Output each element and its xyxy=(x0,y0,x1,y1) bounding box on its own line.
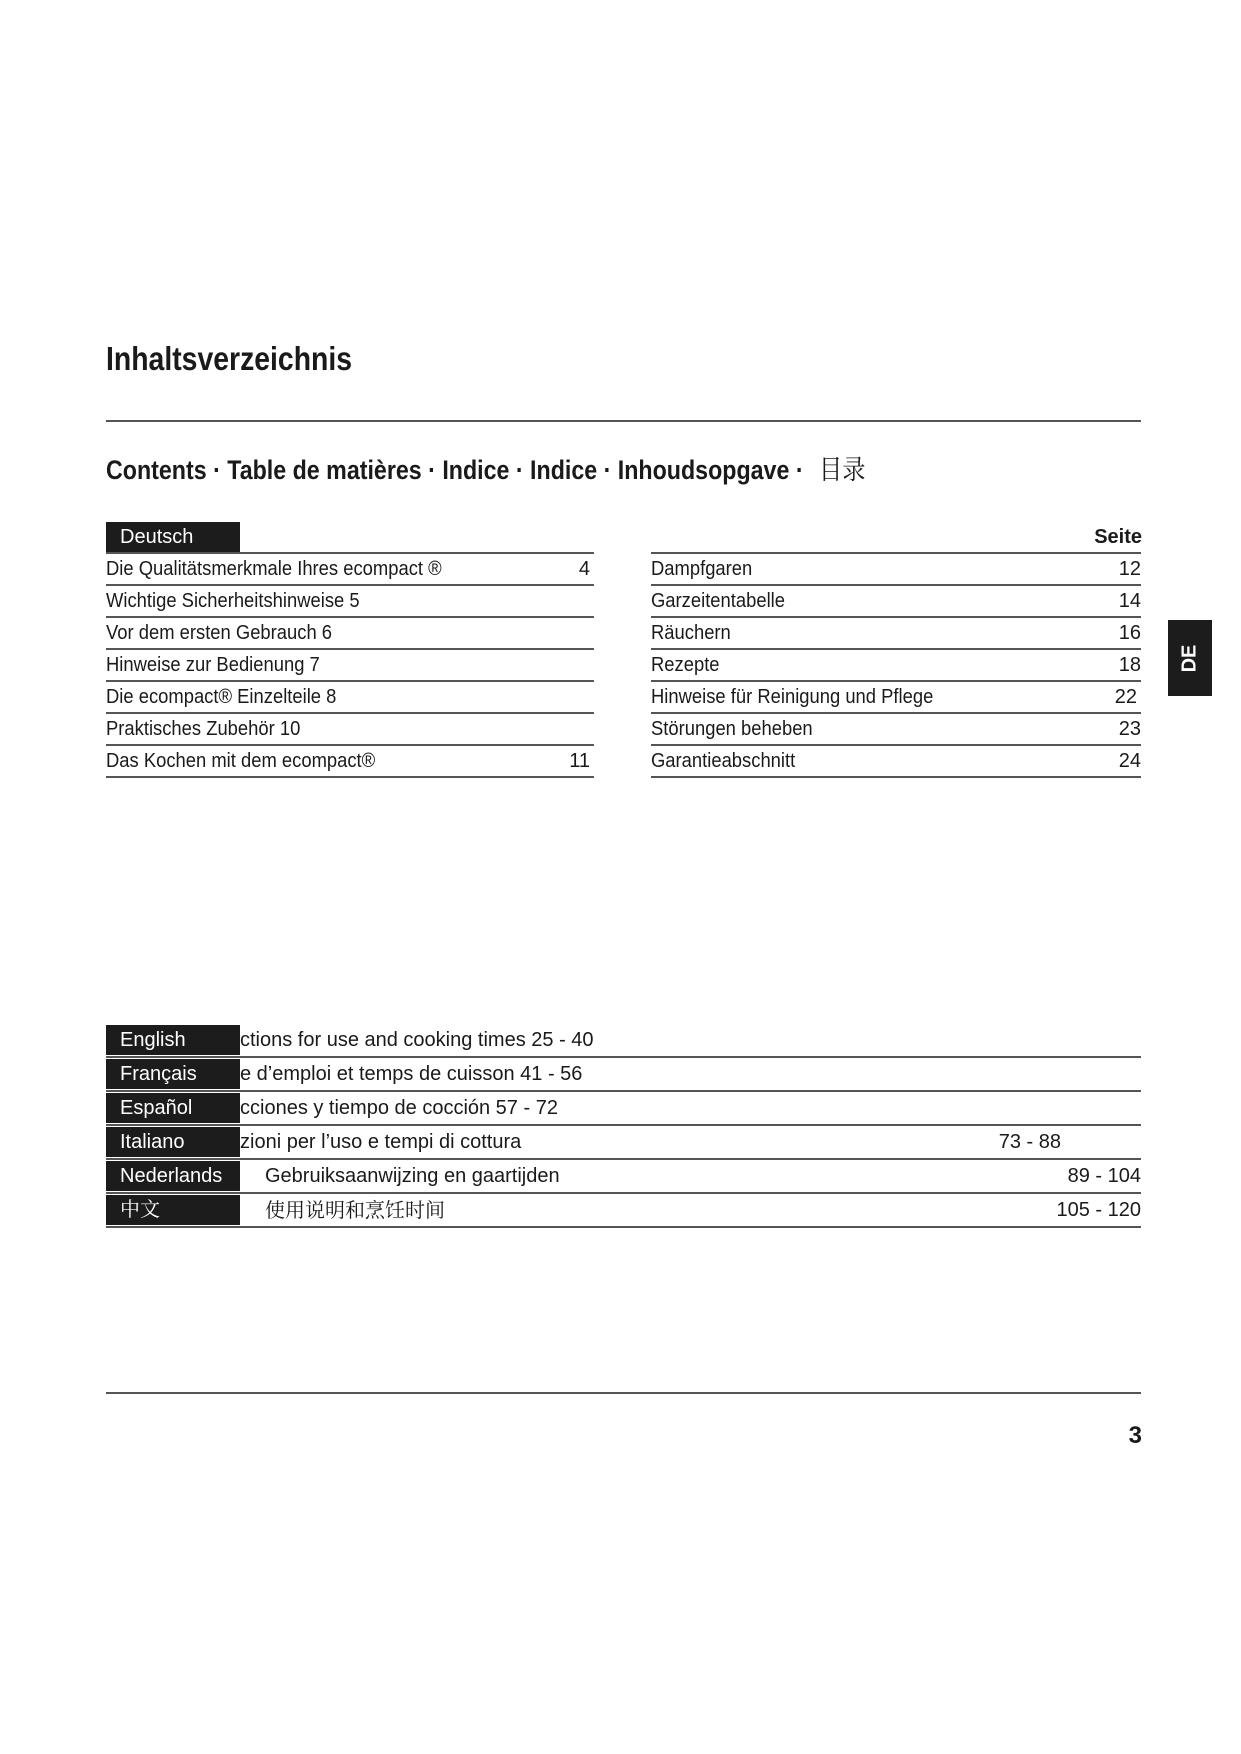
toc-entry[interactable]: Hinweise für Reinigung und Pflege 22 xyxy=(651,686,1137,708)
page-title: Inhaltsverzeichnis xyxy=(106,340,353,377)
language-chip: Español xyxy=(106,1093,240,1123)
toc-entry[interactable]: Räuchern 16 xyxy=(651,622,1141,644)
toc-entry[interactable]: Die ecompact® Einzelteile 8 xyxy=(106,686,337,708)
language-pages: 105 - 120 xyxy=(1056,1199,1141,1221)
language-description: ctions for use and cooking times 25 - 40 xyxy=(240,1029,594,1051)
toc-entry[interactable]: Garzeitentabelle 14 xyxy=(651,590,1141,612)
toc-entry[interactable]: Garantieabschnitt 24 xyxy=(651,750,1141,772)
toc-entry[interactable]: Praktisches Zubehör 10 xyxy=(106,718,301,740)
language-pages: 89 - 104 xyxy=(1067,1165,1141,1187)
language-description: cciones y tiempo de cocción 57 - 72 xyxy=(240,1097,558,1119)
toc-entry[interactable]: Störungen beheben 23 xyxy=(651,718,1141,740)
language-chip: Italiano xyxy=(106,1127,240,1157)
footer-divider xyxy=(106,1392,1141,1394)
subtitle-cjk: 目录 xyxy=(819,455,866,485)
toc-entry[interactable]: Das Kochen mit dem ecompact® 11 xyxy=(106,750,590,772)
language-row-espanol[interactable] xyxy=(106,1093,1141,1125)
page-number: 3 xyxy=(1128,1422,1142,1449)
language-chip: English xyxy=(106,1025,240,1055)
language-description: Gebruiksaanwijzing en gaartijden xyxy=(265,1165,560,1187)
toc-entry[interactable]: Wichtige Sicherheitshinweise 5 xyxy=(106,590,360,612)
toc-right-column xyxy=(651,552,1141,778)
toc-entry[interactable]: Die Qualitätsmerkmale Ihres ecompact ® 4 xyxy=(106,558,590,580)
language-row-chinese[interactable] xyxy=(106,1195,1141,1227)
language-row-francais[interactable] xyxy=(106,1059,1141,1091)
language-chip: 中文 xyxy=(106,1195,240,1225)
toc-entry[interactable]: Dampfgaren 12 xyxy=(651,558,1141,580)
subtitle-text: Contents · Table de matières · Indice · Indice · Inhoudsopgave · xyxy=(106,455,804,485)
language-side-tab: DE xyxy=(1168,620,1212,696)
language-description: 使用说明和烹饪时间 xyxy=(265,1198,445,1222)
language-chip: Français xyxy=(106,1059,240,1089)
toc-entry[interactable]: Rezepte 18 xyxy=(651,654,1141,676)
language-description: zioni per l’uso e tempi di cottura xyxy=(240,1131,522,1153)
section-tab-deutsch: Deutsch xyxy=(106,522,240,552)
page-column-header: Seite xyxy=(1094,526,1142,548)
language-row-italiano[interactable] xyxy=(106,1127,1141,1159)
toc-entry[interactable]: Hinweise zur Bedienung 7 xyxy=(106,654,320,676)
language-row-nederlands[interactable] xyxy=(106,1161,1141,1193)
toc-left-column xyxy=(106,552,594,778)
language-description: e d’emploi et temps de cuisson 41 - 56 xyxy=(240,1063,583,1085)
title-divider xyxy=(106,420,1141,422)
toc-entry[interactable]: Vor dem ersten Gebrauch 6 xyxy=(106,622,333,644)
language-chip: Nederlands xyxy=(106,1161,240,1191)
contents-subtitle xyxy=(106,448,865,487)
language-row-english[interactable] xyxy=(106,1025,1141,1057)
language-pages: 73 - 88 xyxy=(998,1131,1061,1153)
